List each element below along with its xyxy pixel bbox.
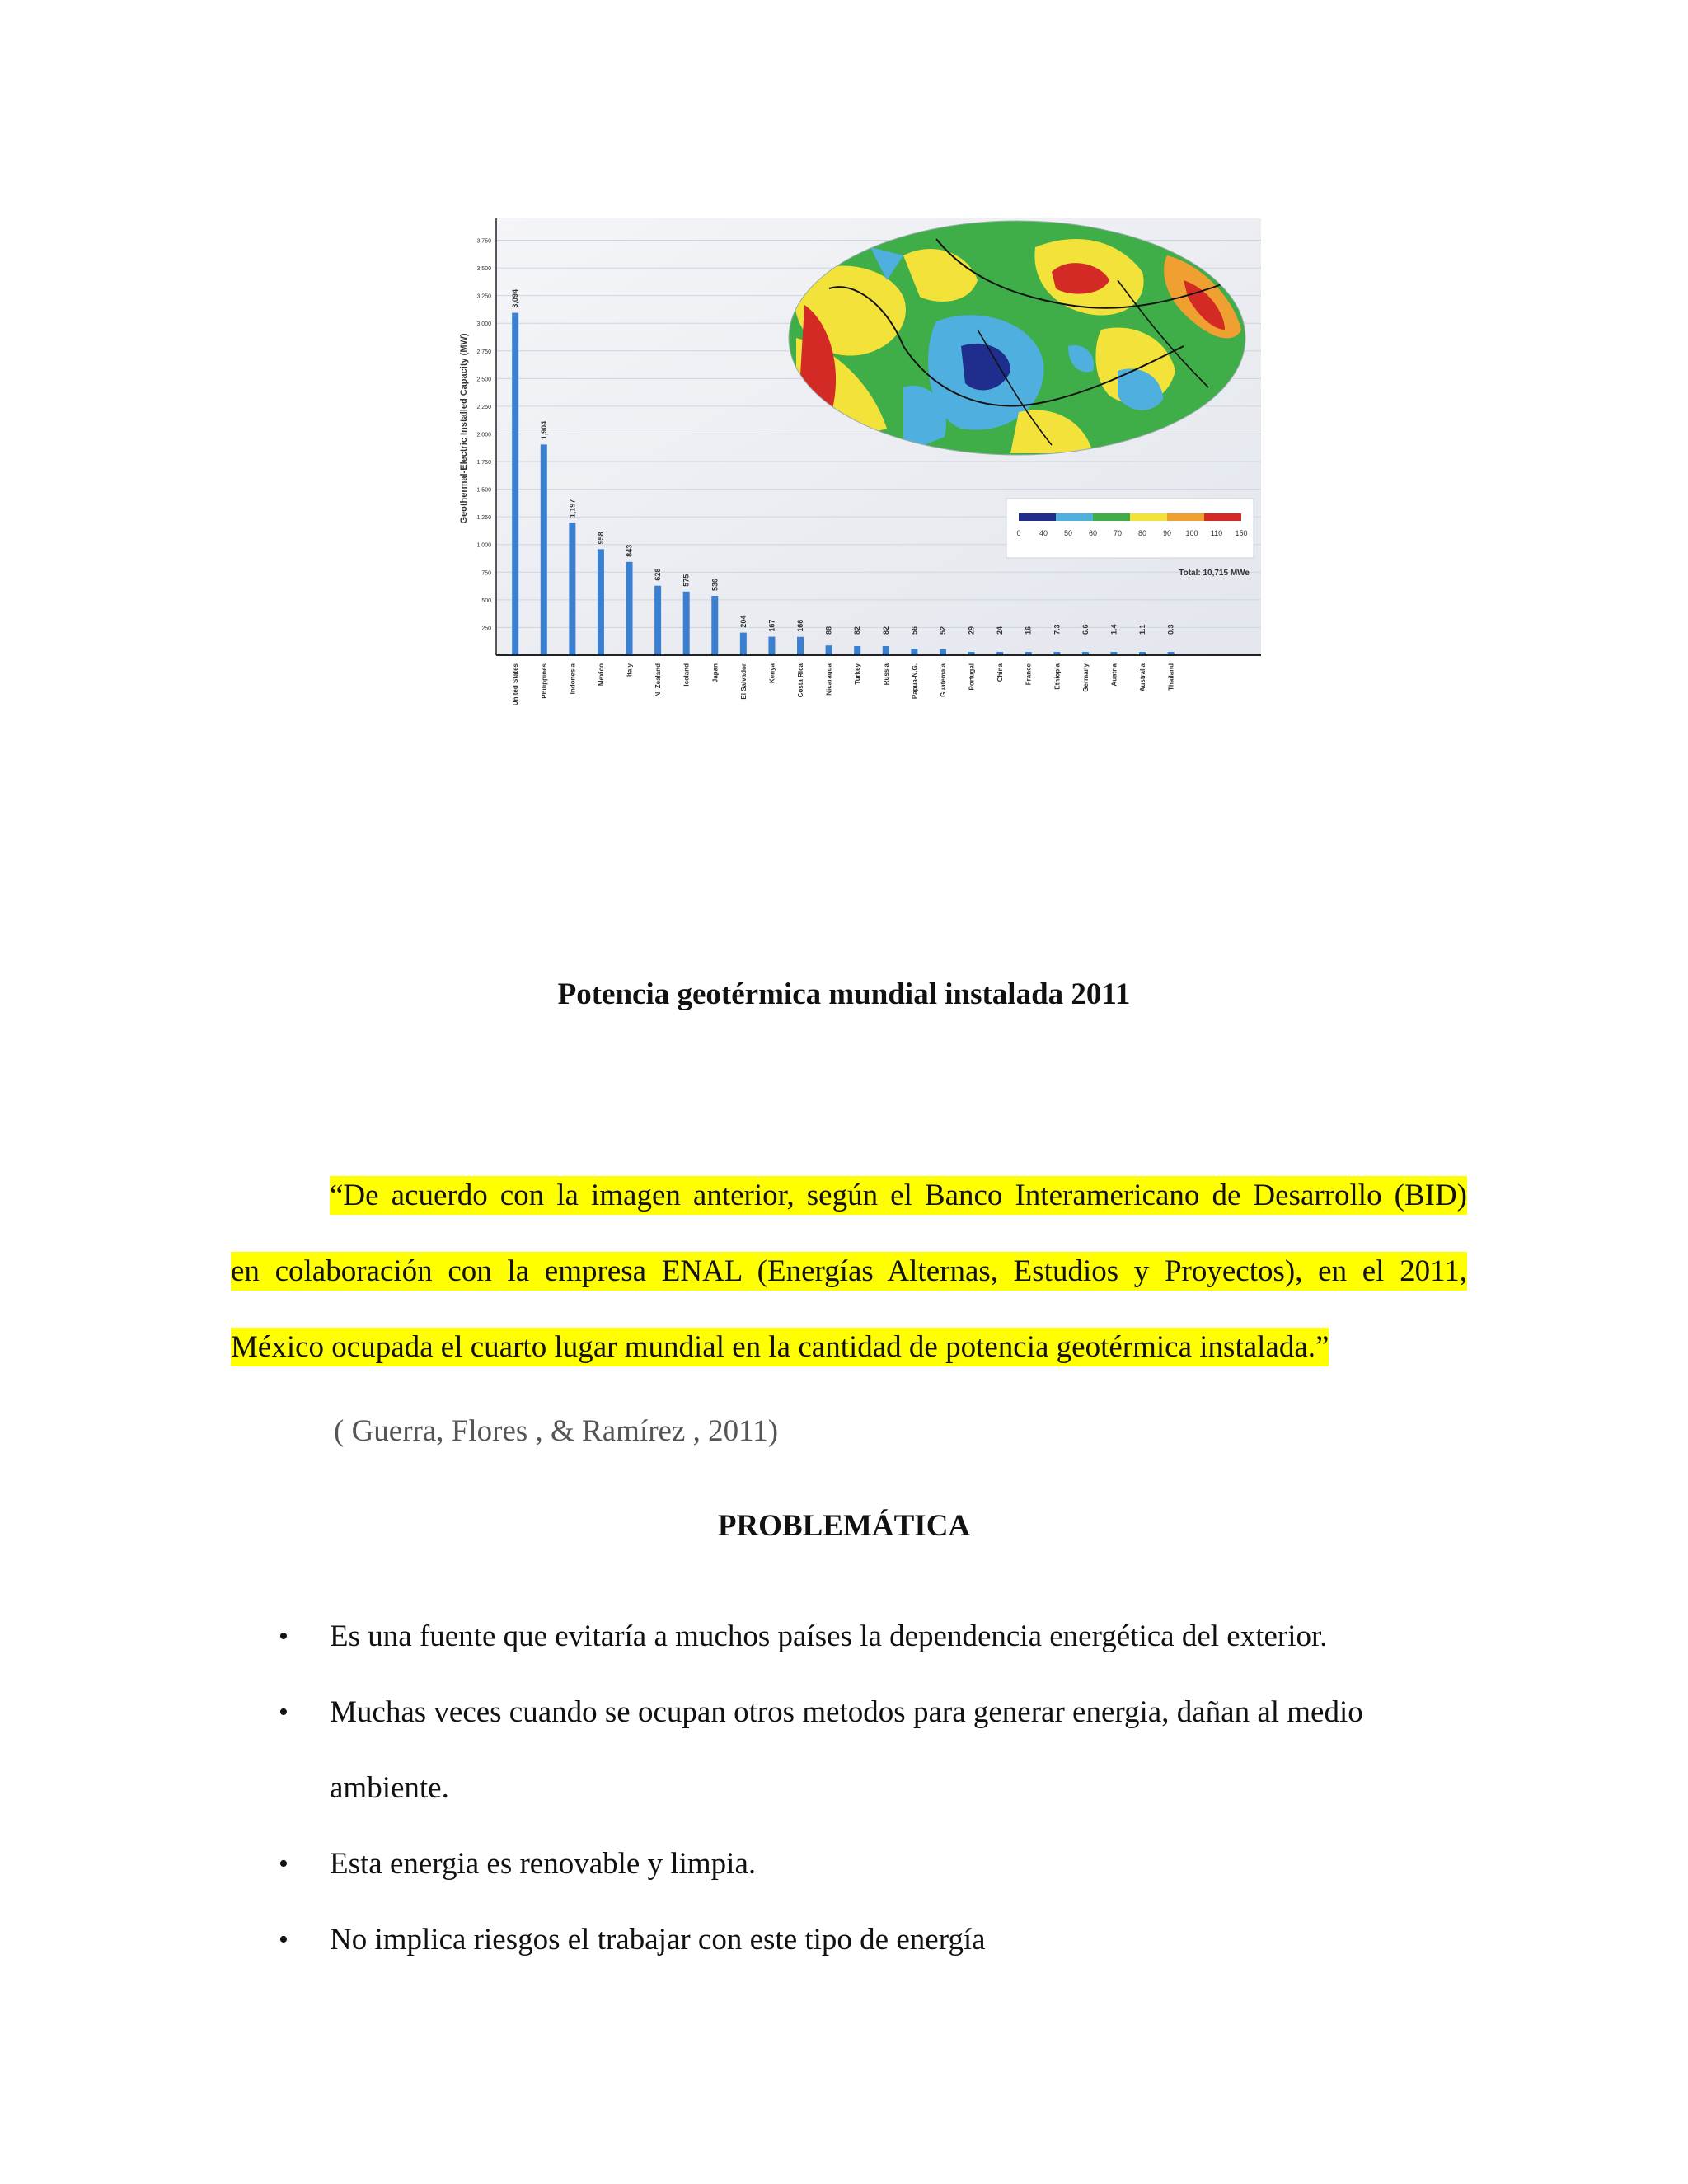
y-tick-label: 3,000 bbox=[476, 321, 491, 328]
bar-value-label: 1.4 bbox=[1109, 624, 1118, 635]
legend-color-swatch bbox=[1056, 513, 1093, 521]
legend-tick-label: 110 bbox=[1210, 529, 1223, 537]
list-item bbox=[231, 1902, 1467, 1978]
bar-value-label: 1,904 bbox=[539, 420, 548, 440]
x-tick-label: Italy bbox=[626, 663, 634, 677]
bar-value-label: 16 bbox=[1024, 626, 1033, 635]
quote-paragraph bbox=[231, 1158, 1467, 1385]
list-item-text: No implica riesgos el trabajar con este tipo de energía bbox=[330, 1923, 986, 1957]
figure-caption: Potencia geotérmica mundial instalada 2011 bbox=[557, 977, 1131, 1011]
bar-value-label: 82 bbox=[853, 626, 862, 635]
problem-list bbox=[231, 1599, 1467, 1978]
bar bbox=[512, 313, 518, 655]
legend-tick-label: 60 bbox=[1088, 529, 1098, 537]
bullet-icon: • bbox=[279, 1697, 288, 1727]
x-tick-label: Iceland bbox=[682, 663, 691, 687]
bar-value-label: 7.3 bbox=[1053, 624, 1062, 635]
x-tick-label: Indonesia bbox=[569, 663, 577, 695]
y-tick-label: 1,250 bbox=[476, 515, 491, 522]
quote-text-1: “De acuerdo con la imagen anterior, según el Banco Interamericano de Desarrollo (BID) bbox=[330, 1176, 1467, 1215]
bar bbox=[654, 586, 661, 655]
x-tick-label: United States bbox=[512, 663, 520, 706]
bar bbox=[683, 592, 690, 655]
x-tick-label: Nicaragua bbox=[825, 663, 833, 696]
y-tick-label: 1,500 bbox=[476, 487, 491, 494]
bar bbox=[768, 637, 775, 655]
legend-color-swatch bbox=[1204, 513, 1241, 521]
bar-value-label: 843 bbox=[625, 544, 634, 557]
legend-tick-label: 70 bbox=[1113, 529, 1123, 537]
bar bbox=[797, 637, 804, 655]
legend-total: Total: 10,715 MWe bbox=[1179, 569, 1250, 578]
bar-value-label: 56 bbox=[910, 626, 919, 635]
world-heatflow-map bbox=[789, 221, 1245, 455]
quote-line-2 bbox=[231, 1234, 1467, 1310]
bar bbox=[911, 649, 917, 655]
bar bbox=[598, 549, 604, 655]
y-tick-label: 250 bbox=[481, 626, 491, 632]
capacity-bar-chart bbox=[442, 206, 1266, 783]
bar-value-label: 167 bbox=[767, 619, 776, 632]
bullet-icon: • bbox=[279, 1849, 288, 1879]
bar bbox=[569, 523, 575, 655]
x-tick-label: Thailand bbox=[1167, 663, 1175, 691]
x-tick-label: Mexico bbox=[597, 663, 605, 687]
y-tick-label: 3,500 bbox=[476, 266, 491, 273]
legend-tick-label: 0 bbox=[1016, 529, 1021, 537]
bar-value-label: 166 bbox=[796, 619, 805, 632]
quote-line-1 bbox=[231, 1158, 1467, 1234]
legend-tick-label: 50 bbox=[1063, 529, 1073, 537]
bar-value-label: 29 bbox=[967, 626, 976, 635]
y-tick-label: 2,750 bbox=[476, 349, 491, 355]
bar bbox=[883, 646, 889, 655]
list-item bbox=[231, 1826, 1467, 1902]
legend-tick-label: 150 bbox=[1235, 529, 1248, 537]
legend-color-swatch bbox=[1167, 513, 1204, 521]
quote-text-3: México ocupada el cuarto lugar mundial en la cantidad de potencia geotérmica instalada.” bbox=[231, 1328, 1329, 1366]
x-tick-label: France bbox=[1025, 663, 1033, 686]
geothermal-figure bbox=[442, 206, 1266, 783]
legend-tick-label: 100 bbox=[1185, 529, 1198, 537]
bar-value-label: 1.1 bbox=[1138, 624, 1147, 635]
x-tick-label: N. Zealand bbox=[654, 663, 663, 697]
x-tick-label: Ethiopia bbox=[1053, 663, 1062, 690]
x-tick-label: Austria bbox=[1110, 663, 1118, 687]
y-tick-label: 3,250 bbox=[476, 293, 491, 300]
list-item-text: Muchas veces cuando se ocupan otros metodos para generar energia, dañan al medio ambiente. bbox=[330, 1695, 1363, 1805]
y-tick-label: 2,500 bbox=[476, 377, 491, 383]
legend-tick-label: 40 bbox=[1039, 529, 1048, 537]
bullet-icon: • bbox=[279, 1621, 288, 1652]
citation: ( Guerra, Flores , & Ramírez , 2011) bbox=[334, 1414, 779, 1448]
legend-color-swatch bbox=[1019, 513, 1056, 521]
x-tick-label: Japan bbox=[711, 663, 720, 683]
y-tick-label: 2,000 bbox=[476, 432, 491, 438]
bar-value-label: 52 bbox=[938, 626, 947, 635]
bullet-icon: • bbox=[279, 1924, 288, 1955]
bar-value-label: 536 bbox=[710, 579, 720, 592]
list-item-text: Es una fuente que evitaría a muchos países la dependencia energética del exterior. bbox=[330, 1619, 1328, 1653]
bar-value-label: 6.6 bbox=[1081, 624, 1090, 635]
legend-color-swatch bbox=[1130, 513, 1167, 521]
bar-value-label: 88 bbox=[824, 626, 833, 635]
list-item-text: Esta energia es renovable y limpia. bbox=[330, 1847, 757, 1881]
bar bbox=[541, 444, 547, 655]
bar bbox=[626, 562, 633, 655]
x-tick-label: Guatemala bbox=[939, 663, 947, 697]
bar-value-label: 1,197 bbox=[568, 499, 577, 518]
y-tick-label: 1,000 bbox=[476, 542, 491, 549]
bar-value-label: 575 bbox=[682, 574, 691, 587]
bar bbox=[826, 645, 832, 655]
bar-value-label: 958 bbox=[596, 532, 605, 545]
y-tick-label: 500 bbox=[481, 598, 491, 604]
bar-value-label: 3,094 bbox=[511, 289, 520, 308]
x-tick-label: Australia bbox=[1139, 663, 1147, 692]
section-title: PROBLEMÁTICA bbox=[717, 1509, 971, 1543]
x-tick-label: Papua-N.G. bbox=[911, 663, 919, 700]
y-tick-label: 2,250 bbox=[476, 404, 491, 410]
y-tick-label: 750 bbox=[481, 570, 491, 577]
legend-color-swatch bbox=[1093, 513, 1130, 521]
x-tick-label: Kenya bbox=[768, 663, 776, 684]
x-tick-label: Portugal bbox=[968, 663, 976, 691]
list-item bbox=[231, 1675, 1467, 1826]
x-tick-label: Philippines bbox=[540, 663, 548, 699]
bar bbox=[711, 596, 718, 655]
quote-line-3 bbox=[231, 1310, 1467, 1385]
list-item bbox=[231, 1599, 1467, 1675]
x-tick-label: Costa Rica bbox=[797, 663, 805, 698]
bar bbox=[854, 646, 860, 655]
bar-value-label: 628 bbox=[654, 568, 663, 581]
bar-value-label: 24 bbox=[996, 626, 1005, 635]
bar-value-label: 82 bbox=[881, 626, 890, 635]
bar-value-label: 0.3 bbox=[1166, 624, 1175, 635]
quote-text-2: en colaboración con la empresa ENAL (Energías Alternas, Estudios y Proyectos), en el 2011, bbox=[231, 1252, 1467, 1291]
legend-tick-label: 80 bbox=[1137, 529, 1147, 537]
x-tick-label: El Salvador bbox=[739, 663, 748, 700]
bar bbox=[940, 649, 946, 655]
x-tick-label: Russia bbox=[882, 663, 890, 686]
x-tick-label: Germany bbox=[1081, 663, 1090, 692]
bar-value-label: 204 bbox=[738, 615, 748, 628]
x-tick-label: China bbox=[996, 663, 1005, 682]
y-axis-label: Geothermal-Electric Installed Capacity (MW) bbox=[459, 333, 469, 524]
y-tick-label: 3,750 bbox=[476, 238, 491, 245]
x-tick-label: Turkey bbox=[854, 663, 862, 685]
bar bbox=[740, 633, 747, 655]
y-tick-label: 1,750 bbox=[476, 460, 491, 466]
legend-tick-label: 90 bbox=[1162, 529, 1172, 537]
